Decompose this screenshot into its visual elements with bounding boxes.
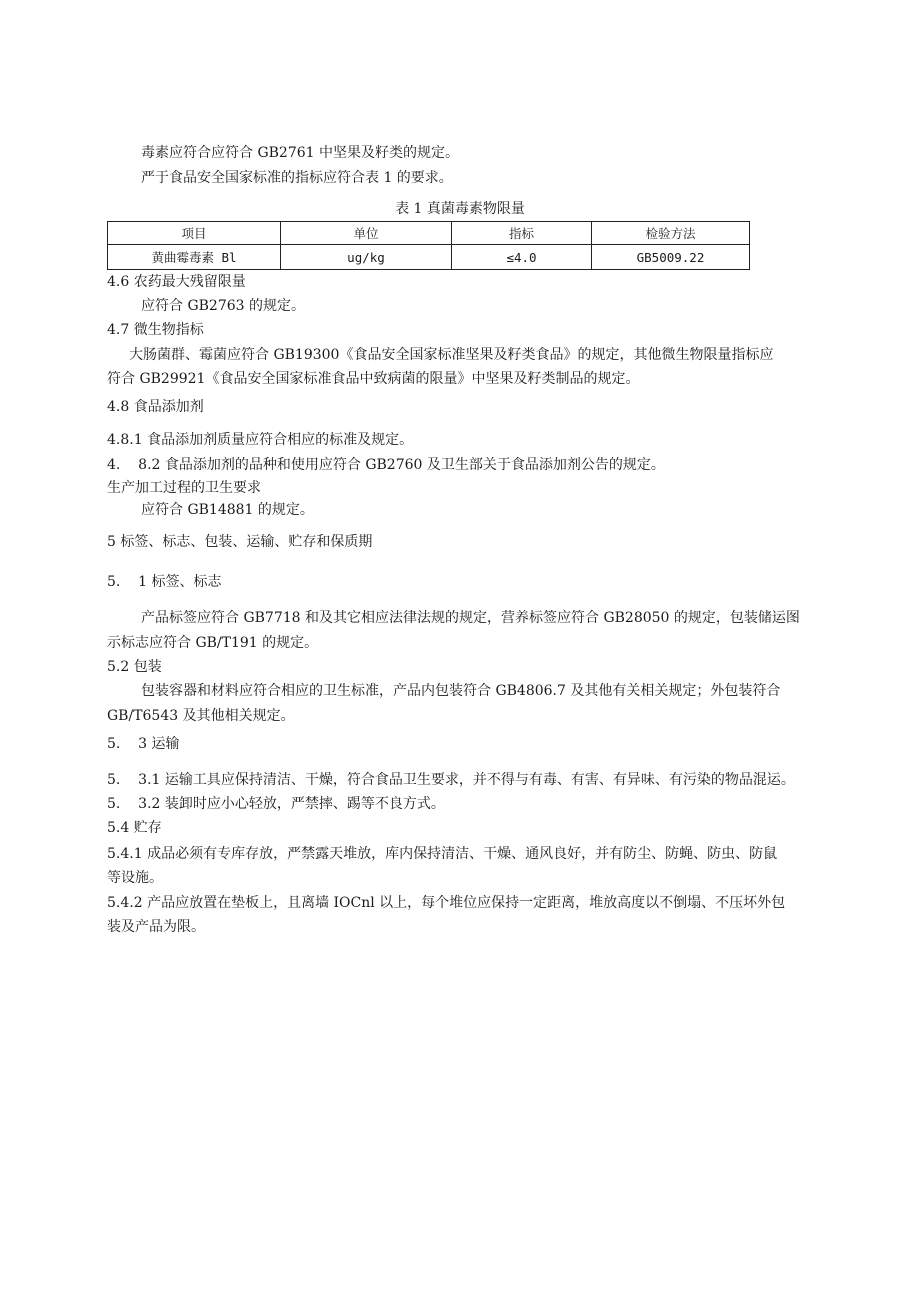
paragraph-line: 应符合 GB2763 的规定。 (141, 298, 306, 314)
paragraph-line: 5.4.1 成品必须有专库存放，严禁露天堆放，库内保持清洁、干燥、通风良好，并有防尘、防蝇、防虫、防鼠 (107, 846, 778, 862)
section-heading: 4.7 微生物指标 (107, 322, 204, 338)
section-heading: 5 标签、标志、包装、运输、贮存和保质期 (107, 534, 373, 550)
paragraph-line: 应符合 GB14881 的规定。 (141, 502, 314, 518)
table-header-row (108, 222, 750, 245)
table-header-cell: 单位 (281, 222, 452, 245)
paragraph-line: 毒素应符合应符合 GB2761 中坚果及籽类的规定。 (141, 145, 459, 161)
table-cell: ug/kg (281, 245, 452, 270)
paragraph-line: 装及产品为限。 (107, 919, 205, 935)
table-cell: ≤4.0 (452, 245, 592, 270)
table-cell: 黄曲霉毒素 Bl (108, 245, 281, 270)
paragraph-line: 5.4.2 产品应放置在垫板上，且离墙 IOCnl 以上，每个堆位应保持一定距离，堆放高度以不倒塌、不压坏外包 (107, 895, 786, 911)
table-cell: GB5009.22 (592, 245, 750, 270)
section-heading: 5.4 贮存 (107, 820, 162, 836)
paragraph-line: 大肠菌群、霉菌应符合 GB19300《食品安全国家标准坚果及籽类食品》的规定，其他微生物限量指标应 (129, 347, 774, 363)
table-row (108, 245, 750, 270)
section-heading: 4.6 农药最大残留限量 (107, 274, 246, 290)
section-heading: 生产加工过程的卫生要求 (107, 480, 261, 496)
section-heading: 5.2 包装 (107, 659, 162, 675)
table-header-cell: 检验方法 (592, 222, 750, 245)
table-header-cell: 指标 (452, 222, 592, 245)
paragraph-line: 5. 3.2 装卸时应小心轻放，严禁摔、踢等不良方式。 (107, 796, 445, 812)
paragraph-line: 4.8.1 食品添加剂质量应符合相应的标准及规定。 (107, 432, 414, 448)
paragraph-line: 等设施。 (107, 870, 163, 886)
paragraph-line: 5. 3.1 运输工具应保持清洁、干燥，符合食品卫生要求，并不得与有毒、有害、有异味、有污染的物品混运。 (107, 772, 795, 788)
mycotoxin-limit-table (107, 221, 750, 270)
paragraph-line: GB/T6543 及其他相关规定。 (107, 708, 295, 724)
paragraph-line: 示标志应符合 GB/T191 的规定。 (107, 635, 319, 651)
table-caption: 表 1 真菌毒素物限量 (395, 201, 525, 217)
section-heading: 5. 1 标签、标志 (107, 574, 222, 590)
table-header-cell: 项目 (108, 222, 281, 245)
paragraph-line: 严于食品安全国家标准的指标应符合表 1 的要求。 (141, 170, 453, 186)
paragraph-line: 产品标签应符合 GB7718 和及其它相应法律法规的规定，营养标签应符合 GB28050 的规定，包装储运图 (141, 610, 800, 626)
paragraph-line: 包装容器和材料应符合相应的卫生标准，产品内包装符合 GB4806.7 及其他有关相关规定；外包装符合 (141, 683, 781, 699)
paragraph-line: 4. 8.2 食品添加剂的品种和使用应符合 GB2760 及卫生部关于食品添加剂公告的规定。 (107, 457, 665, 473)
section-heading: 5. 3 运输 (107, 736, 180, 752)
paragraph-line: 符合 GB29921《食品安全国家标准食品中致病菌的限量》中坚果及籽类制品的规定。 (107, 371, 640, 387)
section-heading: 4.8 食品添加剂 (107, 399, 204, 415)
